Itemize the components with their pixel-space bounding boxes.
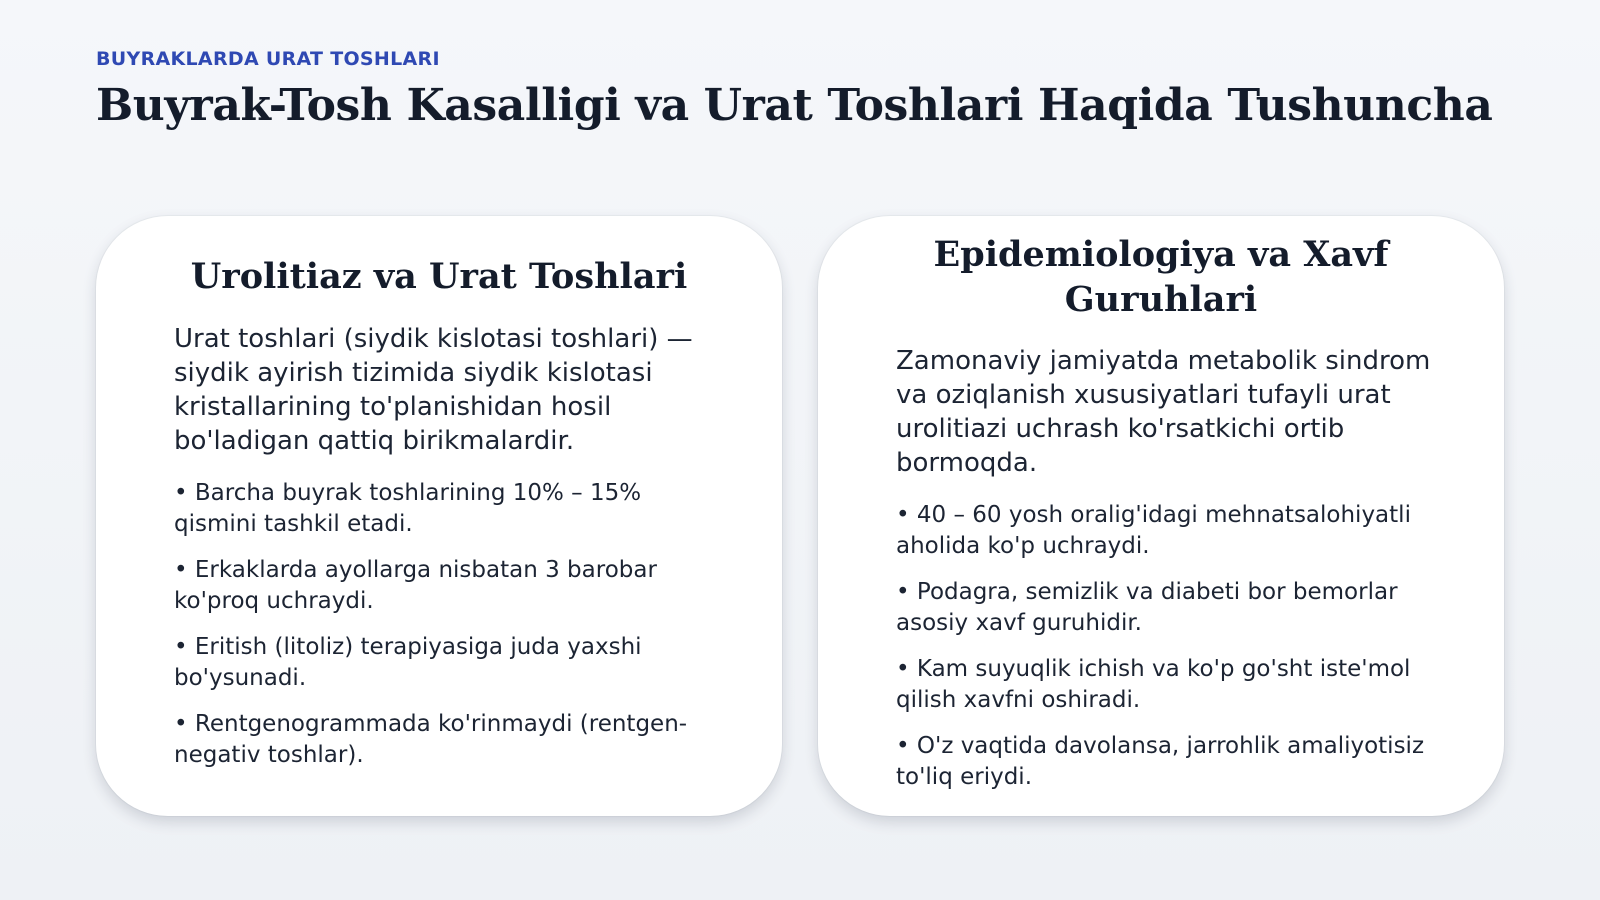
bullet-item: • Eritish (litoliz) terapiyasiga juda yaxshi bo'ysunadi. <box>174 632 722 694</box>
bullet-list <box>174 478 722 771</box>
card-title: Epidemiologiya va Xavf Guruhlari <box>933 234 1389 320</box>
bullet-item: • Barcha buyrak toshlarining 10% – 15% qismini tashkil etadi. <box>174 478 722 540</box>
bullet-item: • 40 – 60 yosh oralig'idagi mehnatsalohiyatli aholida ko'p uchraydi. <box>896 500 1444 562</box>
bullet-list <box>896 500 1444 793</box>
bullet-item: • O'z vaqtida davolansa, jarrohlik amaliyotisiz to'liq eriydi. <box>896 731 1444 793</box>
section-kicker: BUYRAKLARDA URAT TOSHLARI <box>96 48 440 70</box>
page-title: Buyrak-Tosh Kasalligi va Urat Toshlari Haqida Tushuncha <box>96 80 1493 131</box>
card-intro: Zamonaviy jamiyatda metabolik sindrom va oziqlanish xususiyatlari tufayli urat urolitiazi uchrash ko'rsatkichi ortib bormoqda. <box>896 346 1431 478</box>
bullet-item: • Rentgenogrammada ko'rinmaydi (rentgen-negativ toshlar). <box>174 709 722 771</box>
card-title: Urolitiaz va Urat Toshlari <box>190 256 688 297</box>
card-body <box>174 322 722 786</box>
bullet-item: • Erkaklarda ayollarga nisbatan 3 barobar ko'proq uchraydi. <box>174 555 722 617</box>
card-urolithiasis <box>96 216 782 816</box>
bullet-item: • Podagra, semizlik va diabeti bor bemorlar asosiy xavf guruhidir. <box>896 577 1444 639</box>
card-epidemiology <box>818 216 1504 816</box>
bullet-item: • Kam suyuqlik ichish va ko'p go'sht iste'mol qilish xavfni oshiradi. <box>896 654 1444 716</box>
card-intro: Urat toshlari (siydik kislotasi toshlari) — siydik ayirish tizimida siydik kislotasi kristallarining to'planishidan hosil bo'ladigan qattiq birikmalardir. <box>174 324 693 456</box>
card-body <box>896 344 1444 808</box>
